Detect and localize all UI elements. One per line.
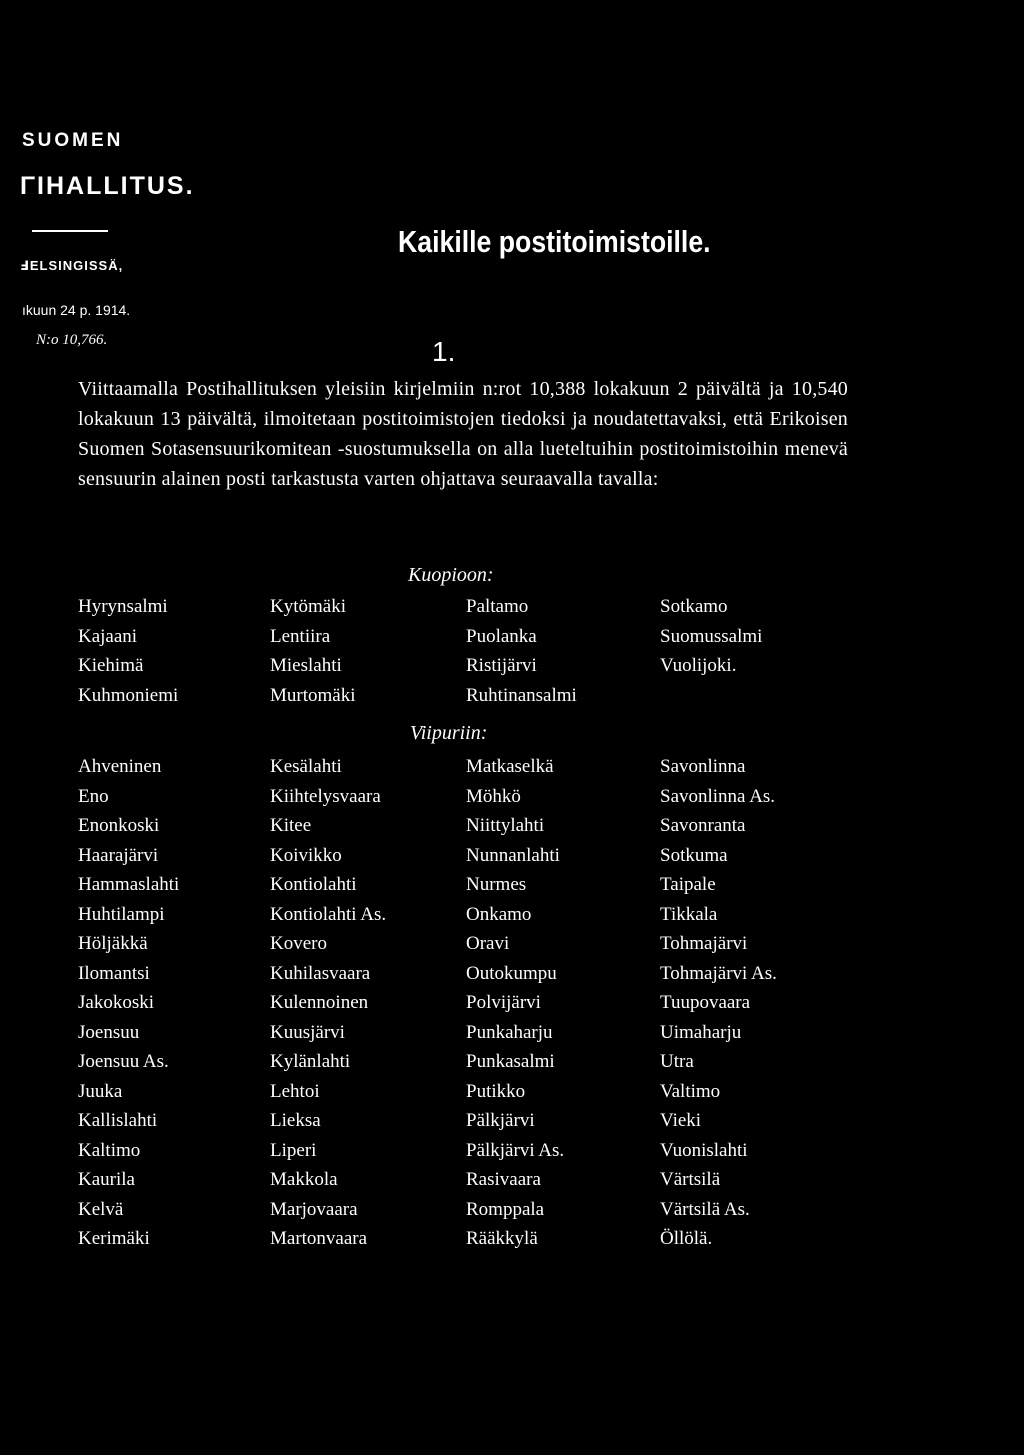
letterhead-number: N:o 10,766. — [36, 332, 108, 348]
post-office-name: Marjovaara — [270, 1198, 358, 1220]
post-office-name: Jakokoski — [78, 992, 154, 1013]
kuopio-office-list — [78, 596, 978, 714]
list-row — [78, 1081, 978, 1111]
post-office-name: Savonranta — [660, 815, 746, 836]
post-office-name: Mieslahti — [270, 655, 342, 676]
list-row — [78, 655, 978, 685]
list-row — [78, 1110, 978, 1140]
post-office-name: Murtomäki — [270, 684, 356, 706]
post-office-name: Vuonislahti — [660, 1139, 748, 1161]
post-office-name: Hyrynsalmi — [78, 596, 168, 617]
post-office-name: Hammaslahti — [78, 874, 180, 895]
post-office-name: Juuka — [78, 1080, 123, 1102]
post-office-name: Niittylahti — [466, 815, 545, 836]
post-office-name: Pälkjärvi — [466, 1110, 535, 1131]
post-office-name: Kontiolahti — [270, 874, 357, 895]
post-office-name: Valtimo — [660, 1080, 721, 1102]
post-office-name: Martonvaara — [270, 1228, 368, 1249]
post-office-name: Kontiolahti As. — [270, 903, 387, 925]
post-office-name: Tuupovaara — [660, 992, 751, 1013]
post-office-name: Öllölä. — [660, 1228, 713, 1249]
post-office-name: Polvijärvi — [466, 992, 541, 1013]
post-office-name: Joensuu — [78, 1021, 140, 1043]
list-row — [78, 1228, 978, 1258]
post-office-name: Outokumpu — [466, 962, 557, 984]
list-row — [78, 845, 978, 875]
intro-paragraph: Viittaamalla Postihallituksen yleisiin kirjelmiin n:rot 10,388 lokakuun 2 päivältä ja 10,540 lokakuun 13 päivältä, ilmoitetaan postitoimistojen tiedoksi ja noudatettavaksi, että Erikoisen Suomen Sotasensuurikomitean -suostumuksella on alla lueteltuihin postitoimistoihin menevä sensuurin alainen posti tarkastusta varten ohjattava seuraavalla tavalla: — [78, 378, 848, 490]
post-office-name: Sotkamo — [660, 596, 728, 617]
post-office-name: Kuhilasvaara — [270, 962, 371, 984]
post-office-name: Utra — [660, 1051, 694, 1072]
post-office-name: Kulennoinen — [270, 992, 369, 1013]
post-office-name: Kytömäki — [270, 596, 346, 617]
post-office-name: Kelvä — [78, 1198, 124, 1220]
post-office-name: Haarajärvi — [78, 844, 159, 866]
list-row — [78, 1140, 978, 1170]
post-office-name: Rasivaara — [466, 1169, 541, 1190]
list-row — [78, 1169, 978, 1199]
post-office-name: Nurmes — [466, 874, 527, 895]
post-office-name: Kallislahti — [78, 1110, 158, 1131]
list-row — [78, 815, 978, 845]
post-office-name: Oravi — [466, 933, 510, 954]
list-row — [78, 874, 978, 904]
list-row — [78, 756, 978, 786]
post-office-name: Kiehimä — [78, 655, 144, 676]
post-office-name: Tohmajärvi As. — [660, 962, 777, 984]
letterhead-date: ıkuun 24 p. 1914. — [22, 302, 131, 318]
post-office-name: Värtsilä As. — [660, 1198, 750, 1220]
document-title: Kaikille postitoimistoille. — [398, 224, 711, 259]
post-office-name: Makkola — [270, 1169, 338, 1190]
post-office-name: Suomussalmi — [660, 625, 763, 647]
list-row — [78, 786, 978, 816]
post-office-name: Puolanka — [466, 625, 537, 647]
post-office-name: Kiihtelysvaara — [270, 785, 381, 807]
post-office-name: Lentiira — [270, 625, 331, 647]
post-office-name: Ahveninen — [78, 756, 162, 777]
list-row — [78, 1022, 978, 1052]
post-office-name: Värtsilä — [660, 1169, 721, 1190]
post-office-name: Pälkjärvi As. — [466, 1139, 565, 1161]
list-row — [78, 626, 978, 656]
post-office-name: Kylänlahti — [270, 1051, 351, 1072]
post-office-name: Tohmajärvi — [660, 933, 748, 954]
viipuri-office-list — [78, 756, 978, 1258]
list-row — [78, 963, 978, 993]
post-office-name: Ilomantsi — [78, 962, 150, 984]
post-office-name: Kuhmoniemi — [78, 684, 179, 706]
post-office-name: Rääkkylä — [466, 1228, 538, 1249]
post-office-name: Savonlinna — [660, 756, 746, 777]
post-office-name: Kerimäki — [78, 1228, 150, 1249]
viipuri-heading: Viipuriin: — [410, 722, 488, 744]
post-office-name: Romppala — [466, 1198, 545, 1220]
list-row — [78, 904, 978, 934]
post-office-name: Huhtilampi — [78, 903, 165, 925]
post-office-name: Sotkuma — [660, 844, 728, 866]
section-number: 1. — [432, 336, 456, 367]
post-office-name: Kesälahti — [270, 756, 342, 777]
post-office-name: Tikkala — [660, 903, 718, 925]
post-office-name: Kaltimo — [78, 1139, 141, 1161]
post-office-name: Lehtoi — [270, 1080, 320, 1102]
post-office-name: Kuusjärvi — [270, 1021, 345, 1043]
post-office-name: Ristijärvi — [466, 655, 537, 676]
post-office-name: Liperi — [270, 1139, 317, 1161]
list-row — [78, 1051, 978, 1081]
list-row — [78, 992, 978, 1022]
post-office-name: Onkamo — [466, 903, 532, 925]
post-office-name: Punkaharju — [466, 1021, 553, 1043]
list-row — [78, 685, 978, 715]
list-row — [78, 1199, 978, 1229]
letterhead-line2: ΓIHALLITUS. — [20, 172, 195, 200]
post-office-name: Kovero — [270, 933, 327, 954]
post-office-name: Taipale — [660, 874, 716, 895]
post-office-name: Vieki — [660, 1110, 702, 1131]
post-office-name: Ruhtinansalmi — [466, 684, 577, 706]
post-office-name: Höljäkkä — [78, 933, 148, 954]
list-row — [78, 596, 978, 626]
post-office-name: Savonlinna As. — [660, 785, 776, 807]
post-office-name: Vuolijoki. — [660, 655, 737, 676]
letterhead-city: ℲELSINGISSÄ, — [20, 258, 124, 273]
post-office-name: Enonkoski — [78, 815, 160, 836]
post-office-name: Uimaharju — [660, 1021, 742, 1043]
list-row — [78, 933, 978, 963]
post-office-name: Putikko — [466, 1080, 526, 1102]
post-office-name: Nunnanlahti — [466, 844, 560, 866]
post-office-name: Joensuu As. — [78, 1051, 169, 1072]
post-office-name: Kajaani — [78, 625, 138, 647]
kuopio-heading: Kuopioon: — [408, 564, 494, 586]
post-office-name: Lieksa — [270, 1110, 321, 1131]
post-office-name: Koivikko — [270, 844, 342, 866]
post-office-name: Kaurila — [78, 1169, 135, 1190]
post-office-name: Punkasalmi — [466, 1051, 555, 1072]
letterhead-divider — [32, 230, 108, 232]
post-office-name: Paltamo — [466, 596, 529, 617]
post-office-name: Möhkö — [466, 785, 521, 807]
post-office-name: Kitee — [270, 815, 312, 836]
post-office-name: Matkaselkä — [466, 756, 554, 777]
post-office-name: Eno — [78, 785, 109, 807]
letterhead-line1: SUOMEN — [22, 130, 124, 151]
